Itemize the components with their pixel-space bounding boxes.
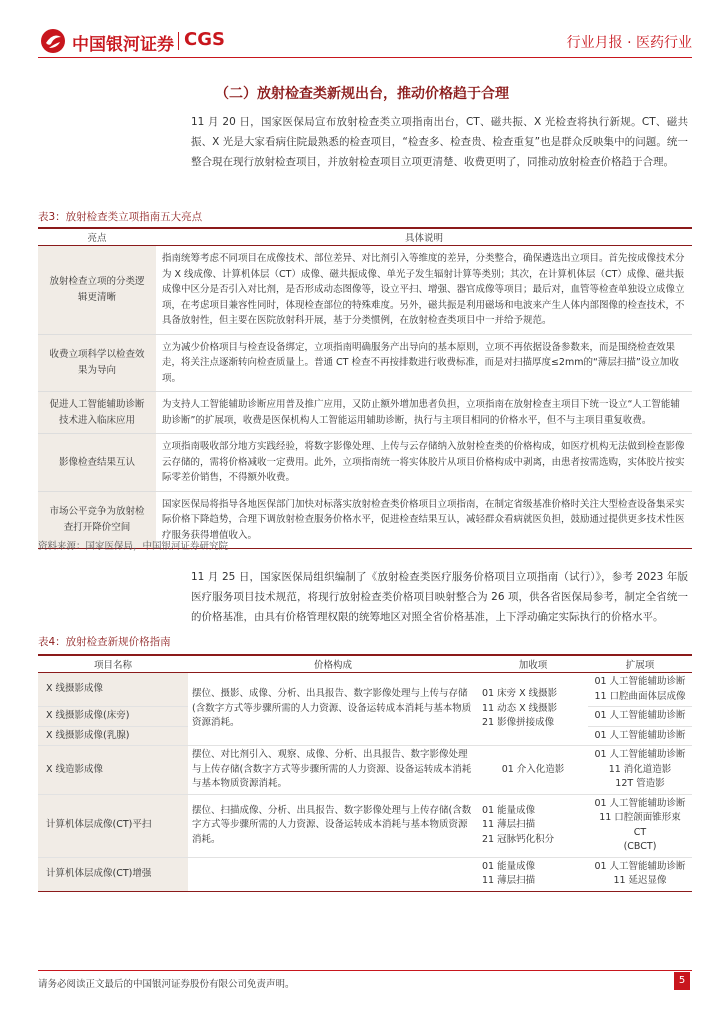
surcharge-items: [478, 673, 588, 746]
extension-item: 11 延迟显像: [613, 875, 667, 886]
column-header: 加收项: [518, 660, 548, 671]
highlight-detail: 国家医保局将指导各地医保部门加快对标落实放射检查类价格项目立项指南，在制定省级基准价格时关注大型检查设备集采实际价格下降趋势，合理下调放射检查服务价格水平，促进检查结果互认，减轻群众看病就医负担，鼓励通过提供更多技术性医疗服务获得增值收入。: [162, 498, 685, 541]
extension-items: [588, 746, 692, 795]
item-name: X 线造影成像: [38, 746, 188, 795]
highlight-point: 放射检查立项的分类逻辑更清晰: [38, 246, 156, 335]
highlight-point: 市场公平竞争为放射检查打开降价空间: [38, 491, 156, 549]
surcharge-item: 11 薄层扫描: [482, 875, 536, 886]
extension-item: 01 人工智能辅助诊断: [594, 676, 686, 687]
item-name: X 线摄影成像(乳腺): [38, 726, 188, 746]
extension-items: [588, 857, 692, 891]
item-name: 计算机体层成像(CT)增强: [38, 857, 188, 891]
highlight-point: 收费立项科学以检查效果为导向: [38, 334, 156, 392]
paragraph-2: 11 月 25 日，国家医保局组织编制了《放射检查类医疗服务价格项目立项指南（试行）》，参考 2023 年版医疗服务项目技术规范，将现行放射检查类价格项目映射整合为 26 项，供各省医保局参考，制定全省统一的价格基准，由具有价格管理权限的统筹地区对照全省价格基准，上下浮动确定实际执行的价格水平。: [191, 571, 688, 623]
highlight-point: 影像检查结果互认: [38, 434, 156, 492]
surcharge-item: 11 薄层扫描: [482, 819, 536, 831]
table4-caption: 表4：放射检查新规价格指南: [38, 636, 171, 648]
extension-items: [588, 726, 692, 746]
logo-divider: [178, 32, 179, 50]
surcharge-items: [478, 857, 588, 891]
surcharge-items: [478, 746, 588, 795]
item-name: 计算机体层成像(CT)平扫: [38, 794, 188, 857]
page-number: 5: [674, 972, 690, 990]
footer-rule: [38, 970, 692, 971]
highlight-detail: 立为减少价格项目与检查设备绑定，立项指南明确服务产出导向的基本原则，立项不再依据设备参数来，而是围绕检查效果走，将关注点逐渐转向检查质量上。普通 CT 检查不再按排数进行收费标准，而是对扫描厚度≤2mm的“薄层扫描”设立加收项。: [162, 341, 679, 384]
surcharge-item: 01 能量成像: [482, 804, 536, 816]
surcharge-item: 21 影像拼接成像: [482, 717, 555, 729]
highlight-detail: 为支持人工智能辅助诊断应用普及推广应用，又防止额外增加患者负担，立项指南在放射检查主项目下统一设立“人工智能辅助诊断”的扩展项，收费是医保机构人工智能运用辅助诊断，执行与主项目相同的价格水平，但不与主项目重复收费。: [162, 399, 680, 426]
price-composition: 摆位、扫描成像、分析、出具报告、数字影像处理与上传存储(含数字方式等步骤所需的人力资源、设备运转成本消耗与基本物质资源消耗。: [188, 794, 478, 857]
highlight-point: 促进人工智能辅助诊断技术进入临床应用: [38, 392, 156, 434]
surcharge-item: 11 动态 X 线摄影: [482, 702, 558, 714]
highlight-detail: 立项指南吸收部分地方实践经验，将数字影像处理、上传与云存储纳入放射检查类的价格构成，如医疗机构无法做到检查影像云存储的，需将价格减收一定费用。此外，立项指南统一将实体胶片从项目价格构成中剥离，由患者按需选购，实体胶片按实际零差价销售，不得额外收费。: [162, 441, 685, 483]
extension-item: 01 人工智能辅助诊断: [594, 710, 686, 721]
table-row: [38, 246, 692, 335]
table-row: [38, 857, 692, 891]
page-header: [0, 0, 724, 62]
highlight-detail: 指南统筹考虑不同项目在成像技术、部位差异、对比剂引入等维度的差异，分类整合，确保遴选出立项目。首先按成像技术分为 X 线成像、计算机体层（CT）成像、磁共振成像、单光子发生辐射计算等类别；其次，在计算机体层（CT）成像、磁共振成像中区分是否引入对比剂，是否形成动态图像等，设立平扫、增强、器官成像等项目；最后对，血管等检查单独设立成像立项，在考虑项目兼容性同时，体现检查部位的特殊难度。另外，磁共振是利用磁场和电波来产生人体内部图像的检查技术，不具备放射性，但主要在医院放射科开展，基于分类惯例，在放射检查类项目中一并给予规范。: [162, 253, 685, 326]
table3-caption: 表3：放射检查类立项指南五大亮点: [38, 211, 203, 223]
extension-item: (CBCT): [623, 841, 657, 852]
extension-item: 11 口腔颌面锥形束 CT: [599, 812, 681, 838]
extension-item: 01 人工智能辅助诊断: [594, 860, 686, 872]
brand-name-en: CGS: [184, 29, 225, 50]
section-title: （二）放射检查类新规出台，推动价格趋于合理: [215, 86, 509, 102]
extension-item: 11 口腔曲面体层成像: [594, 690, 686, 702]
price-composition: [188, 857, 478, 891]
report-type: 行业月报 · 医药行业: [566, 35, 692, 51]
item-name: X 线摄影成像(床旁): [38, 707, 188, 727]
extension-item: 01 人工智能辅助诊断: [594, 749, 686, 760]
price-composition: 摆位、对比剂引入、观察、成像、分析、出具报告、数字影像处理与上传存储(含数字方式等步骤所需的人力资源、设备运转成本消耗与基本物质资源消耗。: [188, 746, 478, 795]
surcharge-item: 21 冠脉钙化积分: [482, 833, 555, 845]
extension-items: [588, 794, 692, 857]
table-row: [38, 794, 692, 857]
column-header: 价格构成: [313, 660, 352, 671]
item-name: X 线摄影成像: [38, 673, 188, 707]
surcharge-item: 01 床旁 X 线摄影: [482, 688, 558, 700]
table3-source: 资料来源：国家医保局，中国银河证券研究院: [38, 541, 229, 552]
extension-item: 11 消化道造影: [608, 763, 672, 775]
extension-item: 12T 管造影: [615, 778, 665, 789]
table-header-row: [38, 228, 692, 246]
table-row: [38, 334, 692, 392]
price-guide-table: [38, 654, 692, 892]
cgs-logo-icon: [40, 28, 66, 54]
table-row: [38, 392, 692, 434]
paragraph-1: 11 月 20 日，国家医保局宣布放射检查类立项指南出台，CT、磁共振、X 光检查将执行新规。CT、磁共振、X 光是大家看病住院最熟悉的检查项目，“检查多、检查贵、检查重复”也是群众反映集中的问题。统一整合現在现行放射检查项目，并放射检查项目立项更清楚、收费更明了，同推动放射检查价格趋于合理。: [191, 116, 688, 168]
column-header: 具体说明: [404, 233, 443, 244]
table-row: [38, 746, 692, 795]
highlights-table: [38, 227, 692, 549]
surcharge-item: 01 能量成像: [482, 860, 536, 872]
column-header: 亮点: [87, 233, 107, 244]
table-row: [38, 673, 692, 707]
column-header: 扩展项: [625, 660, 655, 671]
extension-item: 01 人工智能辅助诊断: [594, 729, 686, 741]
disclaimer: 请务必阅读正文最后的中国银河证券股份有限公司免责声明。: [38, 979, 295, 990]
surcharge-item: 01 介入化造影: [501, 763, 565, 775]
extension-items: [588, 673, 692, 707]
table-header-row: [38, 655, 692, 673]
table-row: [38, 434, 692, 492]
extension-items: [588, 707, 692, 727]
column-header: 项目名称: [93, 660, 132, 671]
brand-name-cn: 中国银河证券: [72, 35, 174, 55]
header-rule: [38, 57, 692, 58]
extension-item: 01 人工智能辅助诊断: [594, 797, 686, 809]
price-composition: 摆位、摄影、成像、分析、出具报告、数字影像处理与上传与存储(含数字方式等步骤所需的人力资源、设备运转成本消耗与基本物质资源消耗。: [188, 673, 478, 746]
surcharge-items: [478, 794, 588, 857]
